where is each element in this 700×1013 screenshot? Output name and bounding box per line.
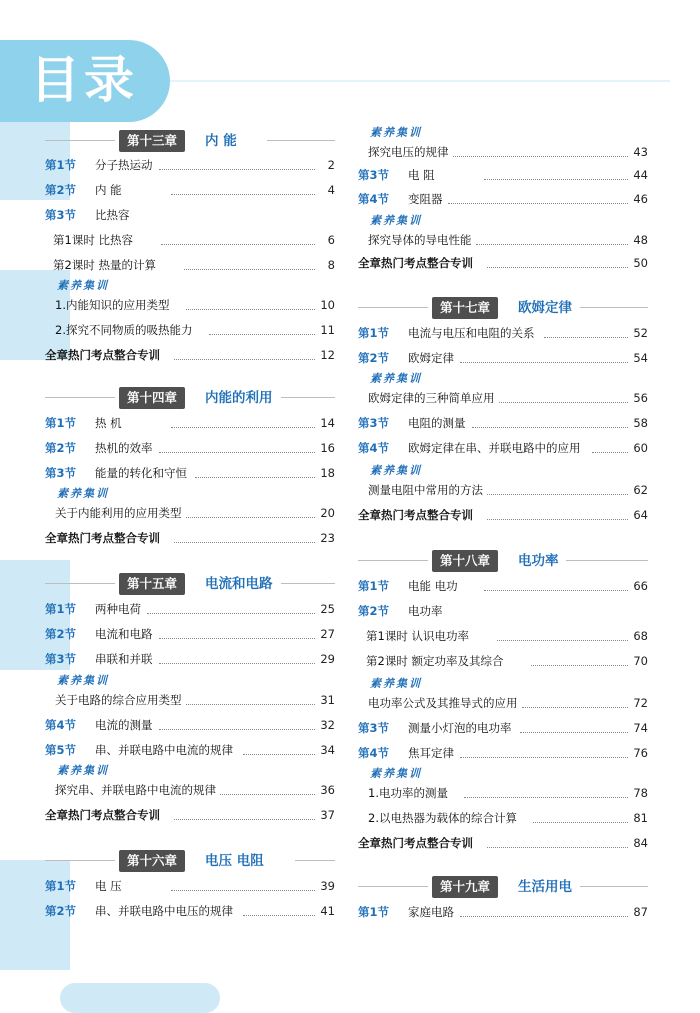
section-title: 电流的测量 [95,718,153,732]
toc-entry[interactable] [358,388,648,408]
chapter-heading[interactable] [358,297,648,319]
suyang-heading: 素养集训 [370,214,422,227]
toc-entry[interactable] [45,345,335,365]
toc-entry[interactable] [45,901,335,921]
section-number: 第3节 [358,416,390,430]
chapter-label: 第十九章 [432,876,498,898]
chapter-label: 第十六章 [119,850,185,872]
section-title: 比热容 [95,208,130,222]
section-title: 电阻的测量 [408,416,466,430]
lesson-title: 第2课时 热量的计算 [53,258,156,272]
page-number: 4 [327,183,335,197]
section-title: 家庭电路 [408,905,454,919]
toc-entry[interactable] [358,833,648,853]
chapter-heading[interactable] [45,387,335,409]
exercise-title: 探究电压的规律 [368,145,449,159]
dot-leader [209,334,316,335]
page-number: 72 [633,696,648,710]
dot-leader [487,267,628,268]
section-title: 欧姆定律 [408,351,454,365]
toc-entry[interactable] [358,189,648,209]
dot-leader [159,169,315,170]
page-number: 41 [320,904,335,918]
page-number: 43 [633,145,648,159]
exercise-title: 2.以电热器为载体的综合计算 [368,811,517,825]
toc-entry[interactable] [45,805,335,825]
exercise-title: 关于电路的综合应用类型 [55,693,182,707]
exercise-title: 探究导体的导电性能 [368,233,472,247]
page-number: 44 [633,168,648,182]
section-title: 能量的转化和守恒 [95,466,187,480]
chapter-rule [566,560,648,561]
exercise-title: 关于内能利用的应用类型 [55,506,182,520]
dot-leader [171,890,315,891]
toc-entry[interactable] [45,876,335,896]
page-number: 23 [320,531,335,545]
toc-entry[interactable] [45,205,335,225]
toc-entry[interactable] [358,902,648,922]
dot-leader [533,822,628,823]
dot-leader [186,517,316,518]
section-title: 焦耳定律 [408,746,454,760]
toc-entry[interactable] [358,348,648,368]
section-number: 第1节 [45,879,77,893]
page-number: 8 [327,258,335,272]
chapter-rule [45,583,115,584]
section-number: 第4节 [358,746,390,760]
page-number: 66 [633,579,648,593]
dot-leader [460,916,628,917]
page-number: 56 [633,391,648,405]
page-number: 60 [633,441,648,455]
toc-entry[interactable] [45,438,335,458]
chapter-name: 内 能 [205,133,237,149]
chapter-rule [580,307,648,308]
section-title: 内 能 [95,183,122,197]
exercise-title: 1.内能知识的应用类型 [55,298,170,312]
suyang-heading: 素养集训 [370,126,422,139]
exercise-title: 测量电阻中常用的方法 [368,483,483,497]
section-number: 第2节 [358,604,390,618]
page-number: 16 [320,441,335,455]
suyang-heading: 素养集训 [57,764,109,777]
toc-entry[interactable] [45,528,335,548]
toc-entry[interactable] [358,230,648,250]
dot-leader [171,194,315,195]
toc-entry[interactable] [358,323,648,343]
suyang-heading: 素养集训 [57,279,109,292]
dot-leader [174,819,315,820]
dot-leader [448,203,628,204]
toc-entry[interactable] [45,503,335,523]
page-number: 50 [633,256,648,270]
chapter-rule [281,583,335,584]
toc-entry[interactable] [358,480,648,500]
chapter-name: 生活用电 [518,879,572,895]
section-title: 串、并联电路中电压的规律 [95,904,233,918]
toc-entry[interactable] [358,413,648,433]
review-title: 全章热门考点整合专训 [45,808,160,822]
dot-leader [484,179,628,180]
exercise-title: 电功率公式及其推导式的应用 [368,696,518,710]
suyang-heading: 素养集训 [370,767,422,780]
page-number: 76 [633,746,648,760]
dot-leader [171,427,315,428]
dot-leader [472,427,628,428]
section-number: 第2节 [358,351,390,365]
page-number: 6 [327,233,335,247]
toc-entry[interactable] [45,295,335,315]
page-number: 87 [633,905,648,919]
decor-band [60,983,220,1013]
page-number: 37 [320,808,335,822]
dot-leader [159,663,315,664]
section-number: 第1节 [358,326,390,340]
section-title: 电功率 [408,604,443,618]
toc-entry[interactable] [45,780,335,800]
page-number: 74 [633,721,648,735]
lesson-title: 第2课时 额定功率及其综合 [366,654,504,668]
section-title: 电能 电功 [408,579,458,593]
section-title: 欧姆定律在串、并联电路中的应用 [408,441,581,455]
page-number: 27 [320,627,335,641]
toc-entry[interactable] [45,690,335,710]
section-number: 第3节 [45,652,77,666]
suyang-heading: 素养集训 [57,487,109,500]
section-number: 第1节 [45,158,77,172]
chapter-name: 电压 电阻 [205,853,264,869]
toc-entry[interactable] [358,651,648,671]
section-title: 串联和并联 [95,652,153,666]
exercise-title: 探究串、并联电路中电流的规律 [55,783,216,797]
page-number: 10 [320,298,335,312]
section-number: 第3节 [45,208,77,222]
dot-leader [195,477,315,478]
section-number: 第2节 [45,183,77,197]
dot-leader [453,156,629,157]
toc-entry[interactable] [358,601,648,621]
dot-leader [243,754,315,755]
page-number: 31 [320,693,335,707]
page-number: 14 [320,416,335,430]
toc-entry[interactable] [45,715,335,735]
suyang-heading: 素养集训 [370,464,422,477]
dot-leader [487,494,628,495]
dot-leader [464,797,628,798]
toc-entry[interactable] [45,230,335,250]
page-number: 54 [633,351,648,365]
toc-entry[interactable] [358,165,648,185]
page-number: 81 [633,811,648,825]
page-number: 46 [633,192,648,206]
dot-leader [487,847,628,848]
page-number: 12 [320,348,335,362]
section-number: 第1节 [358,579,390,593]
toc-entry[interactable] [358,505,648,525]
section-title: 变阻器 [408,192,443,206]
suyang-heading: 素养集训 [57,674,109,687]
page-number: 70 [633,654,648,668]
toc-entry[interactable] [358,576,648,596]
section-number: 第5节 [45,743,77,757]
toc-entry[interactable] [45,255,335,275]
chapter-rule [358,560,428,561]
dot-leader [531,665,628,666]
section-number: 第1节 [45,602,77,616]
chapter-heading[interactable] [45,850,335,872]
chapter-rule [358,307,428,308]
section-number: 第1节 [358,905,390,919]
section-number: 第2节 [45,904,77,918]
dot-leader [243,915,315,916]
section-number: 第3节 [358,721,390,735]
toc-entry[interactable] [358,693,648,713]
chapter-heading[interactable] [45,130,335,152]
dot-leader [174,359,315,360]
page-number: 34 [320,743,335,757]
toc-entry[interactable] [358,783,648,803]
dot-leader [186,704,316,705]
page-number: 68 [633,629,648,643]
section-title: 电流与电压和电阻的关系 [408,326,535,340]
toc-entry[interactable] [45,180,335,200]
section-title: 分子热运动 [95,158,153,172]
section-number: 第4节 [358,192,390,206]
toc-entry[interactable] [45,649,335,669]
dot-leader [161,244,316,245]
toc-entry[interactable] [45,463,335,483]
chapter-rule [45,140,115,141]
suyang-heading: 素养集训 [370,372,422,385]
section-title: 测量小灯泡的电功率 [408,721,512,735]
toc-entry[interactable] [45,624,335,644]
chapter-name: 内能的利用 [205,390,273,406]
chapter-label: 第十三章 [119,130,185,152]
toc-entry[interactable] [358,142,648,162]
review-title: 全章热门考点整合专训 [358,256,473,270]
toc-entry[interactable] [45,155,335,175]
toc-entry[interactable] [358,253,648,273]
chapter-rule [267,140,335,141]
section-title: 电 压 [95,879,122,893]
section-number: 第2节 [45,627,77,641]
chapter-name: 欧姆定律 [518,300,572,316]
page-number: 36 [320,783,335,797]
dot-leader [184,269,316,270]
lesson-title: 第1课时 认识电功率 [366,629,469,643]
dot-leader [460,757,628,758]
dot-leader [147,613,315,614]
section-number: 第3节 [358,168,390,182]
chapter-heading[interactable] [358,550,648,572]
toc-entry[interactable] [45,740,335,760]
section-title: 串、并联电路中电流的规律 [95,743,233,757]
dot-leader [484,590,628,591]
toc-entry[interactable] [358,438,648,458]
chapter-name: 电流和电路 [205,576,273,592]
dot-leader [460,362,628,363]
exercise-title: 2.探究不同物质的吸热能力 [55,323,193,337]
page-title: 目录 [30,51,138,109]
section-number: 第1节 [45,416,77,430]
review-title: 全章热门考点整合专训 [45,531,160,545]
dot-leader [592,452,628,453]
lesson-title: 第1课时 比热容 [53,233,133,247]
chapter-rule [281,397,335,398]
page-number: 25 [320,602,335,616]
toc-entry[interactable] [358,718,648,738]
dot-leader [220,794,315,795]
dot-leader [522,707,629,708]
page-number: 20 [320,506,335,520]
suyang-heading: 素养集训 [370,677,422,690]
page-number: 78 [633,786,648,800]
chapter-rule [45,860,115,861]
dot-leader [476,244,629,245]
chapter-label: 第十四章 [119,387,185,409]
section-title: 电流和电路 [95,627,153,641]
page-number: 64 [633,508,648,522]
dot-leader [544,337,628,338]
exercise-title: 1.电功率的测量 [368,786,448,800]
page-number: 18 [320,466,335,480]
review-title: 全章热门考点整合专训 [358,508,473,522]
page-number: 52 [633,326,648,340]
chapter-name: 电功率 [518,553,559,569]
dot-leader [174,542,315,543]
section-title: 热机的效率 [95,441,153,455]
section-number: 第4节 [358,441,390,455]
dot-leader [159,452,315,453]
dot-leader [159,638,315,639]
chapter-label: 第十八章 [432,550,498,572]
section-number: 第2节 [45,441,77,455]
dot-leader [487,519,628,520]
section-title: 热 机 [95,416,122,430]
toc-entry[interactable] [358,626,648,646]
header-divider [170,80,670,82]
page-number: 11 [320,323,335,337]
dot-leader [497,640,629,641]
dot-leader [520,732,628,733]
section-title: 两种电荷 [95,602,141,616]
exercise-title: 欧姆定律的三种简单应用 [368,391,495,405]
page-number: 32 [320,718,335,732]
chapter-rule [295,860,335,861]
section-number: 第3节 [45,466,77,480]
chapter-heading[interactable] [45,573,335,595]
toc-entry[interactable] [358,743,648,763]
page-number: 2 [327,158,335,172]
review-title: 全章热门考点整合专训 [45,348,160,362]
chapter-heading[interactable] [358,876,648,898]
chapter-label: 第十七章 [432,297,498,319]
dot-leader [499,402,629,403]
page-number: 84 [633,836,648,850]
page-number: 58 [633,416,648,430]
chapter-rule [580,886,648,887]
section-title: 电 阻 [408,168,435,182]
chapter-label: 第十五章 [119,573,185,595]
section-number: 第4节 [45,718,77,732]
toc-entry[interactable] [45,320,335,340]
dot-leader [186,309,316,310]
dot-leader [159,729,315,730]
toc-entry[interactable] [358,808,648,828]
page-number: 48 [633,233,648,247]
chapter-rule [358,886,428,887]
toc-entry[interactable] [45,599,335,619]
review-title: 全章热门考点整合专训 [358,836,473,850]
chapter-rule [45,397,115,398]
page-number: 39 [320,879,335,893]
page-number: 62 [633,483,648,497]
toc-entry[interactable] [45,413,335,433]
page-number: 29 [320,652,335,666]
